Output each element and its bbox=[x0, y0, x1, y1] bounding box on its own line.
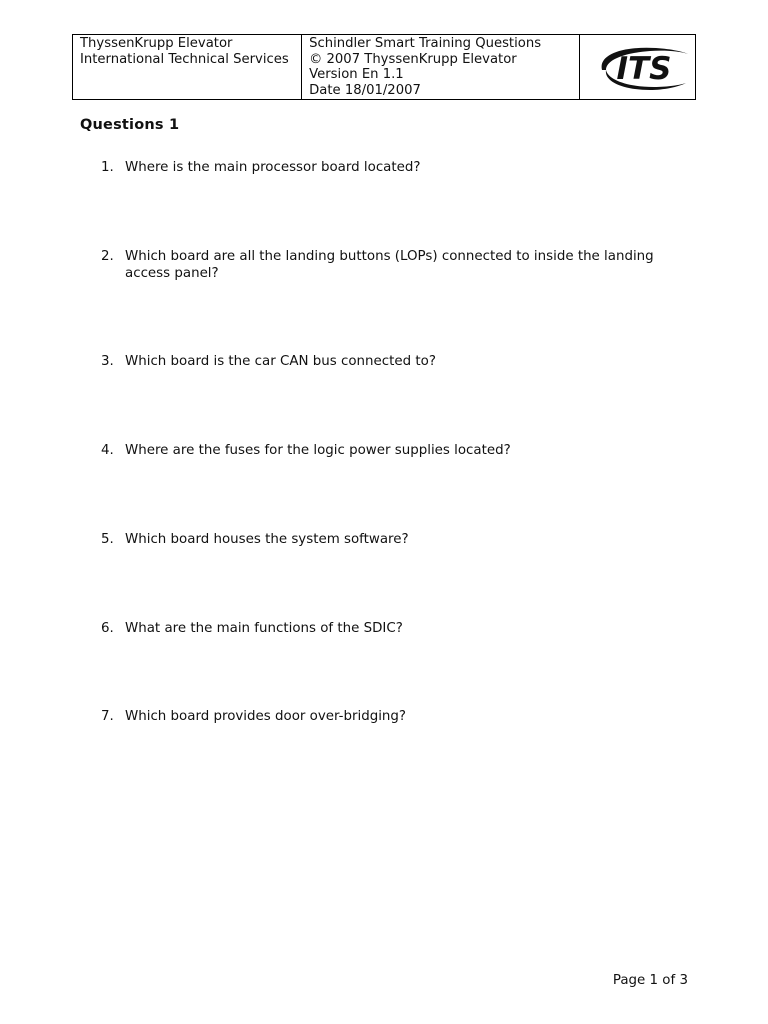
page-number: Page 1 of 3 bbox=[612, 973, 688, 988]
version: Version En 1.1 bbox=[309, 67, 404, 83]
question-number: 5. bbox=[101, 532, 114, 547]
question-text: Where are the fuses for the logic power supplies located? bbox=[125, 443, 511, 458]
question-text: Where is the main processor board located? bbox=[125, 160, 421, 175]
its-logo bbox=[584, 40, 692, 94]
logo-text: ITS bbox=[616, 51, 672, 87]
header-logo-cell bbox=[580, 35, 696, 100]
question-number: 4. bbox=[101, 443, 114, 458]
copyright: © 2007 ThyssenKrupp Elevator bbox=[309, 51, 517, 67]
header-info-cell bbox=[302, 35, 580, 100]
question-number: 7. bbox=[101, 709, 114, 724]
question-number: 3. bbox=[101, 354, 114, 369]
question-text: What are the main functions of the SDIC? bbox=[125, 621, 403, 636]
document-header bbox=[72, 34, 696, 100]
question-number: 1. bbox=[101, 160, 114, 175]
section-title: Questions 1 bbox=[80, 117, 180, 133]
department-name: International Technical Services bbox=[80, 51, 289, 67]
document-date: Date 18/01/2007 bbox=[309, 82, 421, 98]
question-number: 6. bbox=[101, 621, 114, 636]
header-company-cell bbox=[73, 35, 302, 100]
document-title: Schindler Smart Training Questions bbox=[309, 36, 542, 51]
question-text: Which board is the car CAN bus connected to? bbox=[125, 354, 436, 369]
question-text: Which board are all the landing buttons (LOPs) connected to inside the landing access panel? bbox=[125, 249, 654, 281]
question-text: Which board houses the system software? bbox=[125, 532, 409, 547]
company-name: ThyssenKrupp Elevator bbox=[80, 36, 233, 51]
question-number: 2. bbox=[101, 249, 114, 264]
question-text: Which board provides door over-bridging? bbox=[125, 709, 407, 724]
